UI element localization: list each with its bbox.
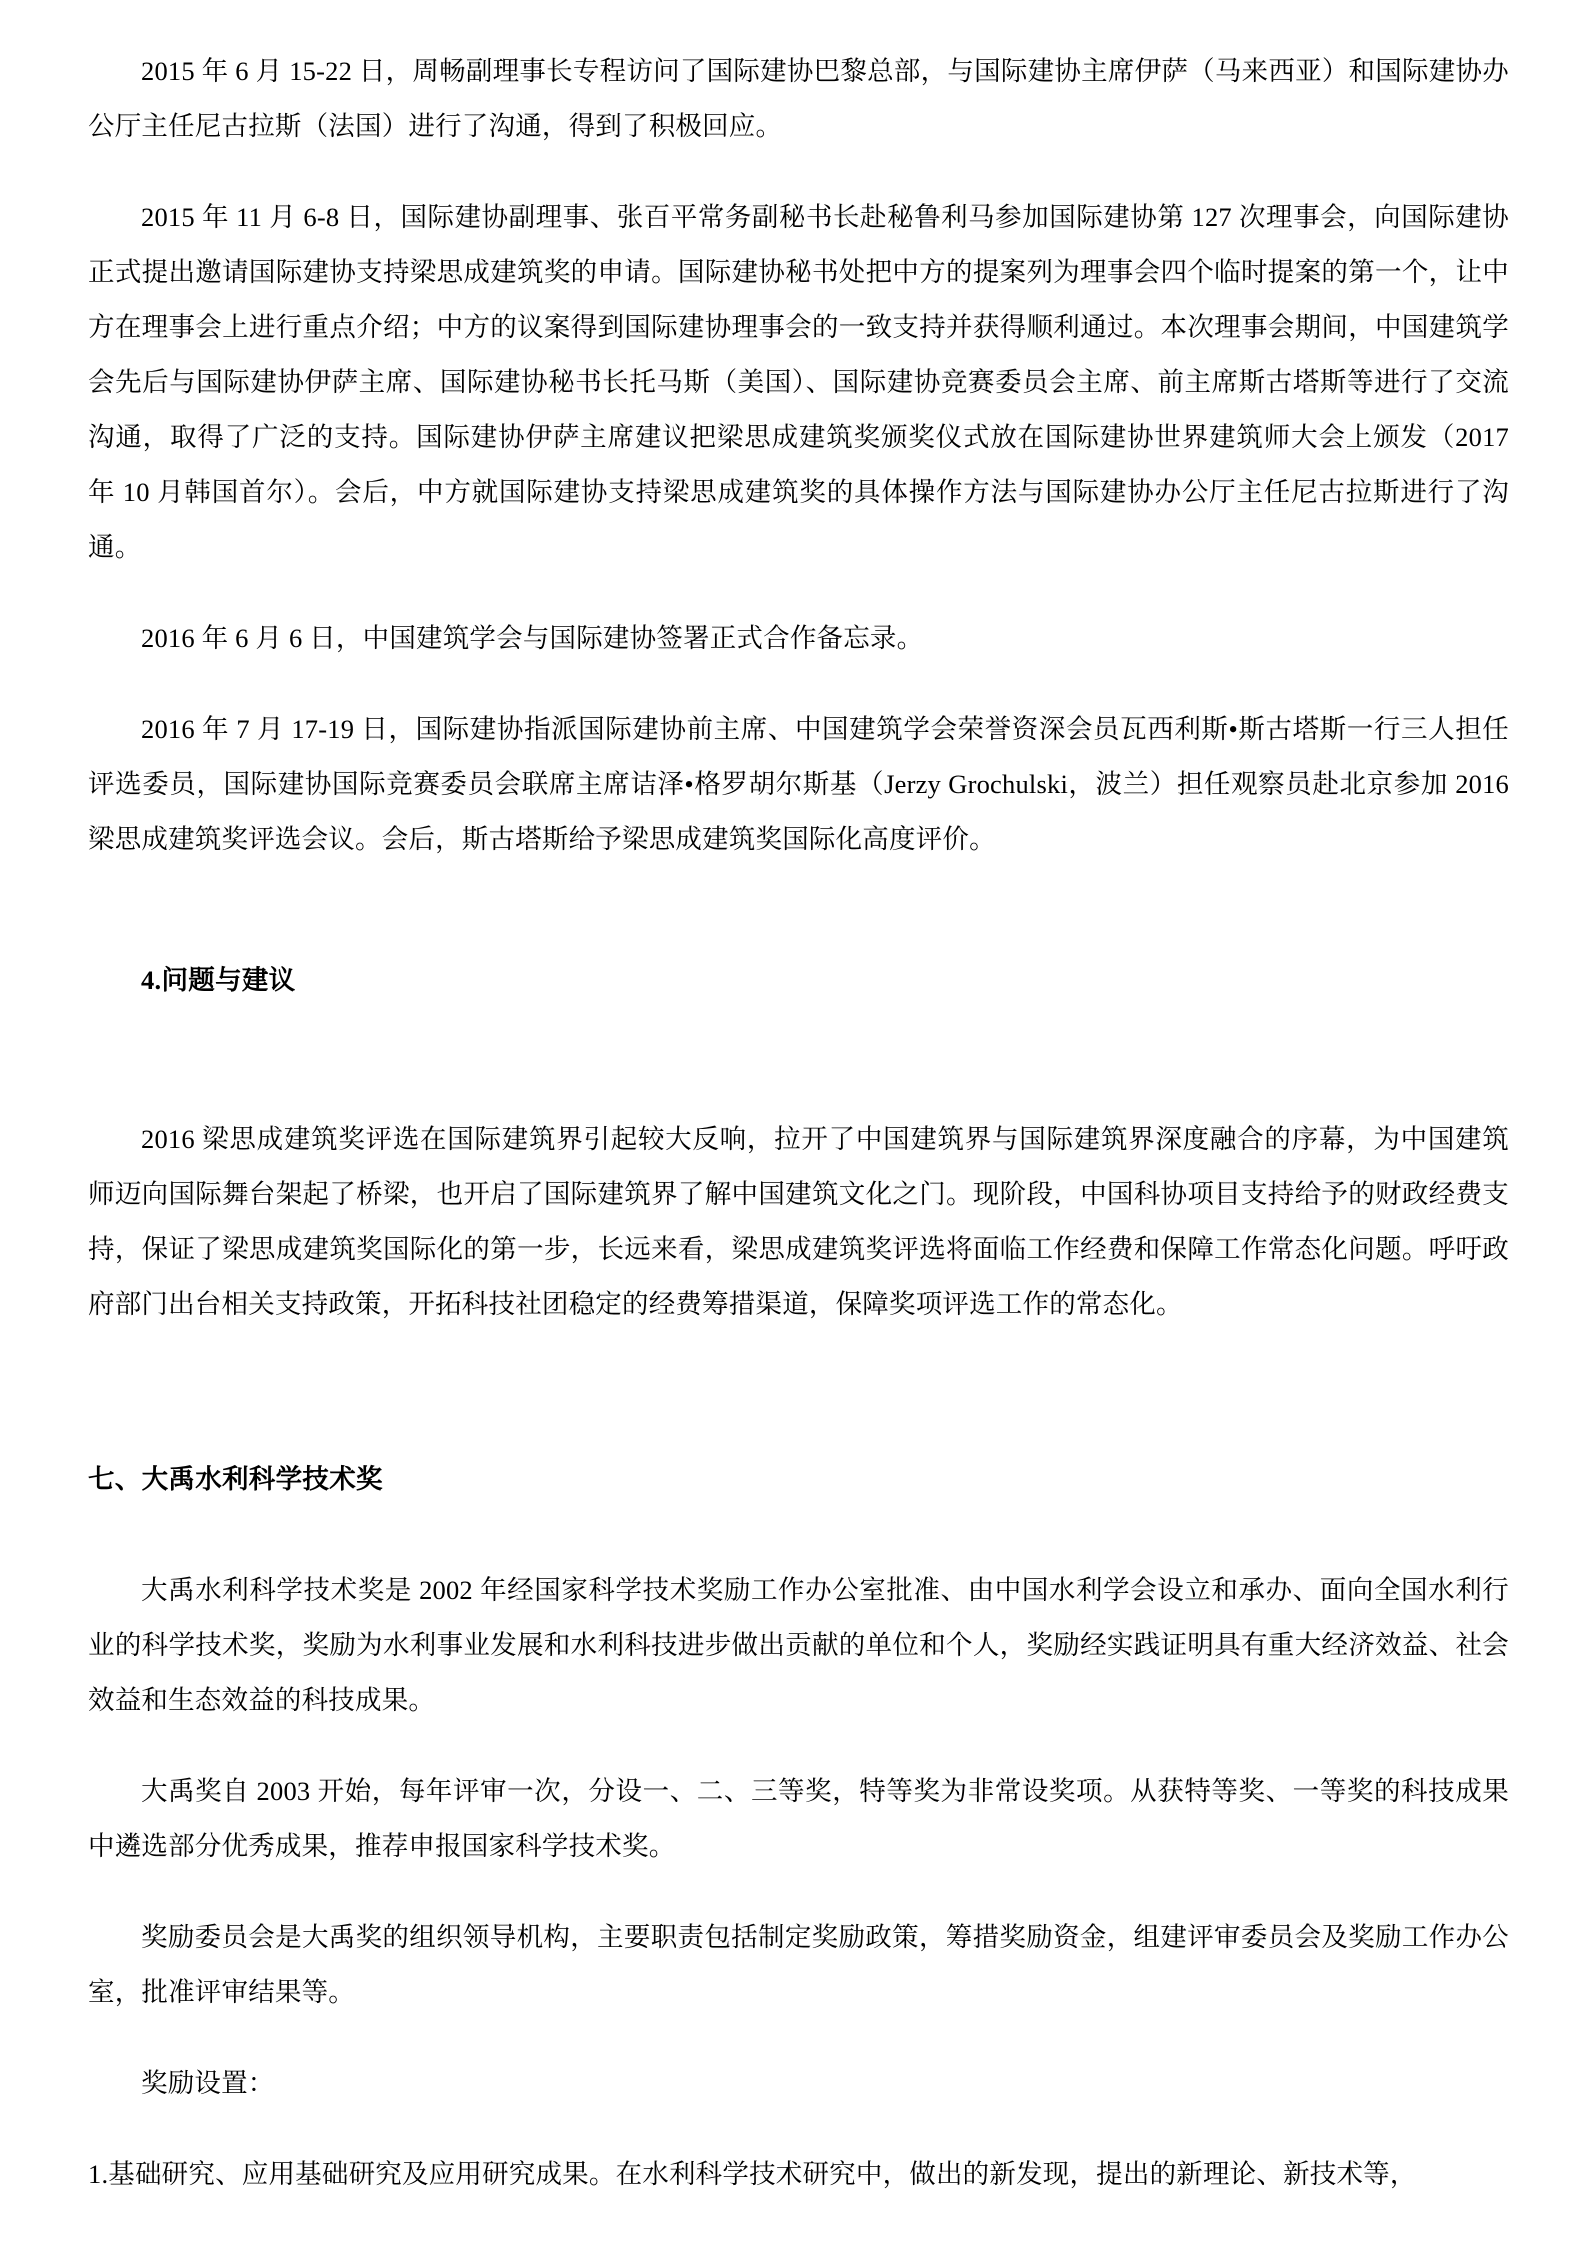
paragraph-award-setup-label: 奖励设置：	[141, 2068, 275, 2098]
paragraph-uia-127th-council: 2015 年 11 月 6-8 日，国际建协副理事、张百平常务副秘书长赴秘鲁利马参加国际建协第 127 次理事会，向国际建协正式提出邀请国际建协支持梁思成建筑奖的申请。国际建协秘书处把中方的提案列为理事会四个临时提案的第一个，让中方在理事会上进行重点介绍；中方的议案得到国际建协理事会的一致支持并获得顺利通过。本次理事会期间，中国建筑学会先后与国际建协伊萨主席、国际建协秘书长托马斯（美国）、国际建协竞赛委员会主席、前主席斯古塔斯等进行了交流沟通，取得了广泛的支持。国际建协伊萨主席建议把梁思成建筑奖颁奖仪式放在国际建协世界建筑师大会上颁发（2017 年 10 月韩国首尔）。会后，中方就国际建协支持梁思成建筑奖的具体操作方法与国际建协办公厅主任尼古拉斯进行了沟通。	[88, 202, 1509, 562]
paragraph-memorandum-signing: 2016 年 6 月 6 日，中国建筑学会与国际建协签署正式合作备忘录。	[141, 623, 924, 653]
paragraph-award-committee-duties: 奖励委员会是大禹奖的组织领导机构，主要职责包括制定奖励政策，筹措奖励资金，组建评审委员会及奖励工作办公室，批准评审结果等。	[88, 1922, 1509, 2007]
heading-spacer	[88, 1507, 1509, 1563]
paragraph-2016-jury-visit: 2016 年 7 月 17-19 日，国际建协指派国际建协前主席、中国建筑学会荣誉资深会员瓦西利斯•斯古塔斯一行三人担任评选委员，国际建协国际竞赛委员会联席主席诘泽•格罗胡尔斯基（Jerzy Grochulski，波兰）担任观察员赴北京参加 2016 梁思成建筑奖评选会议。会后，斯古塔斯给予梁思成建筑奖国际化高度评价。	[88, 714, 1509, 854]
paragraph-spacer	[88, 1874, 1509, 1910]
document-body	[88, 44, 1509, 2202]
paragraph-spacer	[88, 154, 1509, 190]
paragraph-uia-paris-visit: 2015 年 6 月 15-22 日，周畅副理事长专程访问了国际建协巴黎总部，与国际建协主席伊萨（马来西亚）和国际建协办公厅主任尼古拉斯（法国）进行了沟通，得到了积极回应。	[88, 56, 1509, 141]
paragraph-spacer	[88, 1728, 1509, 1764]
paragraph-spacer	[88, 666, 1509, 702]
section-spacer	[88, 1332, 1509, 1452]
paragraph-spacer	[88, 2111, 1509, 2147]
paragraph-dayu-award-overview: 大禹水利科学技术奖是 2002 年经国家科学技术奖励工作办公室批准、由中国水利学会设立和承办、面向全国水利行业的科学技术奖，奖励为水利事业发展和水利科技进步做出贡献的单位和个人，奖励经实践证明具有重大经济效益、社会效益和生态效益的科技成果。	[88, 1575, 1509, 1715]
paragraph-award-impact-and-funding: 2016 梁思成建筑奖评选在国际建筑界引起较大反响，拉开了中国建筑界与国际建筑界深度融合的序幕，为中国建筑师迈向国际舞台架起了桥梁，也开启了国际建筑界了解中国建筑文化之门。现阶段，中国科协项目支持给予的财政经费支持，保证了梁思成建筑奖国际化的第一步，长远来看，梁思成建筑奖评选将面临工作经费和保障工作常态化问题。呼吁政府部门出台相关支持政策，开拓科技社团稳定的经费筹措渠道，保障奖项评选工作的常态化。	[88, 1124, 1509, 1319]
heading-dayu-water-science-award: 七、大禹水利科学技术奖	[88, 1464, 383, 1494]
paragraph-spacer	[88, 575, 1509, 611]
paragraph-dayu-award-grades: 大禹奖自 2003 开始，每年评审一次，分设一、二、三等奖，特等奖为非常设奖项。从获特等奖、一等奖的科技成果中遴选部分优秀成果，推荐申报国家科学技术奖。	[88, 1776, 1509, 1861]
heading-spacer	[88, 1008, 1509, 1112]
section-spacer	[88, 867, 1509, 953]
paragraph-basic-research-item: 1.基础研究、应用基础研究及应用研究成果。在水利科学技术研究中，做出的新发现，提出的新理论、新技术等，	[88, 2159, 1417, 2189]
paragraph-spacer	[88, 2020, 1509, 2056]
heading-problems-and-suggestions: 4.问题与建议	[141, 965, 296, 995]
